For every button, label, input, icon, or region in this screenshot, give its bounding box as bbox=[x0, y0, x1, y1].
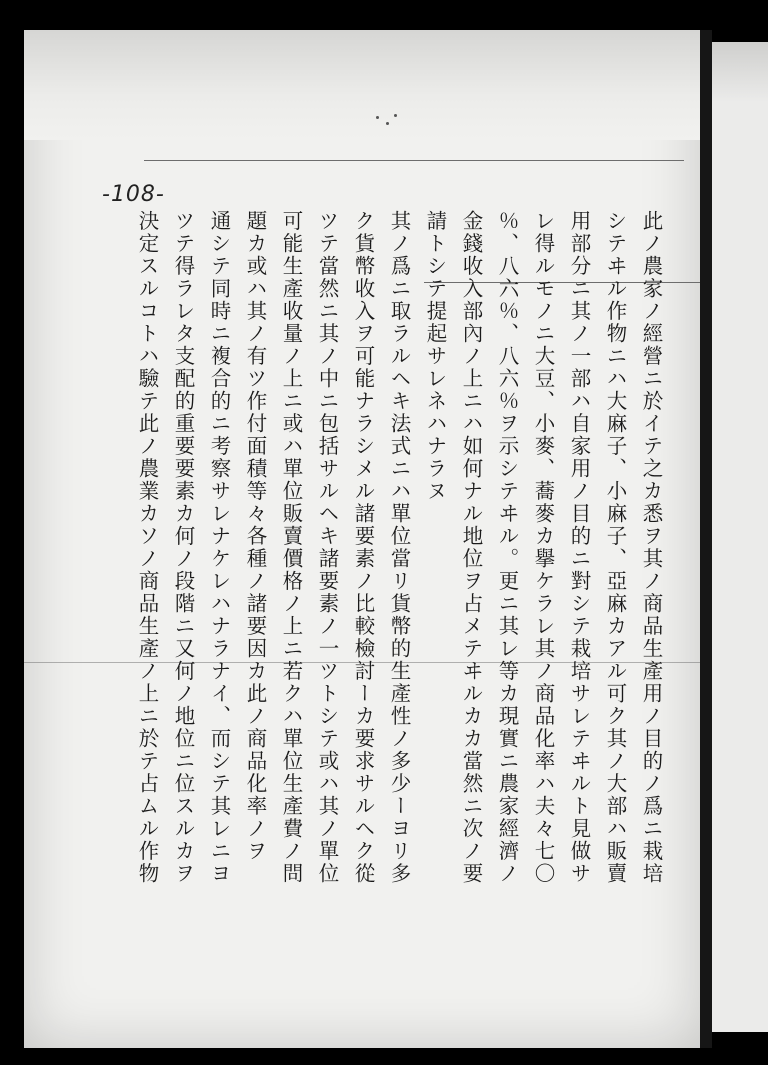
text-column: 題カ或ハ其ノ有ツ作付面積等々各種ノ諸要因カ此ノ商品化率ノヲ bbox=[243, 210, 267, 863]
text-column: 請トシテ提起サレネハナラヌ bbox=[423, 210, 447, 503]
text-column: ク貨幣收入ヲ可能ナラシメル諸要素ノ比較檢討ーカ要求サルヘク從 bbox=[351, 210, 375, 885]
text-column: 其ノ爲ニ取ラルヘキ法式ニハ單位當リ貨幣的生產性ノ多少ーヨリ多 bbox=[387, 210, 411, 885]
text-column: 通シテ同時ニ複合的ニ考察サレナケレハナラナイ、而シテ其レニヨ bbox=[207, 210, 231, 885]
text-column: 可能生產收量ノ上ニ或ハ單位販賣價格ノ上ニ若クハ單位生產費ノ問 bbox=[279, 210, 303, 885]
book-gutter bbox=[700, 30, 712, 1048]
text-column: レ得ルモノニ大豆、小麥、蕎麥カ擧ケラレ其ノ商品化率ハ夫々七〇 bbox=[531, 210, 555, 885]
adjacent-page-edge bbox=[712, 42, 768, 1032]
text-column: ツテ得ラレタ支配的重要要素カ何ノ段階ニ又何ノ地位ニ位スルカヲ bbox=[171, 210, 195, 885]
page-top-shading bbox=[24, 30, 700, 140]
scan-line-top bbox=[144, 160, 684, 161]
text-column: 決定スルコトハ驗テ此ノ農業カソノ商品生產ノ上ニ於テ占ムル作物 bbox=[135, 210, 159, 885]
text-column: 用部分ニ其ノ一部ハ自家用ノ目的ニ對シテ栽培サレテヰルト見做サ bbox=[567, 210, 591, 885]
text-column: シテヰル作物ニハ大麻子、小麻子、亞麻カアル可ク其ノ大部ハ販賣 bbox=[603, 210, 627, 885]
text-column: ％、八六％、八六％ヲ示シテヰル。更ニ其レ等カ現實ニ農家經濟ノ bbox=[495, 210, 519, 885]
text-column: 金錢收入部內ノ上ニハ如何ナル地位ヲ占メテヰルカカ當然ニ次ノ要 bbox=[459, 210, 483, 885]
vertical-text-block bbox=[132, 210, 666, 1010]
dust-speck bbox=[386, 122, 389, 125]
dust-speck bbox=[394, 114, 397, 117]
dust-speck bbox=[376, 116, 379, 119]
text-column: ツテ當然ニ其ノ中ニ包括サルヘキ諸要素ノ一ツトシテ或ハ其ノ單位 bbox=[315, 210, 339, 885]
page-number: -108- bbox=[102, 182, 165, 207]
book-page bbox=[24, 30, 700, 1048]
text-column: 此ノ農家ノ經營ニ於イテ之カ悉ヲ其ノ商品生產用ノ目的ノ爲ニ栽培 bbox=[639, 210, 663, 885]
